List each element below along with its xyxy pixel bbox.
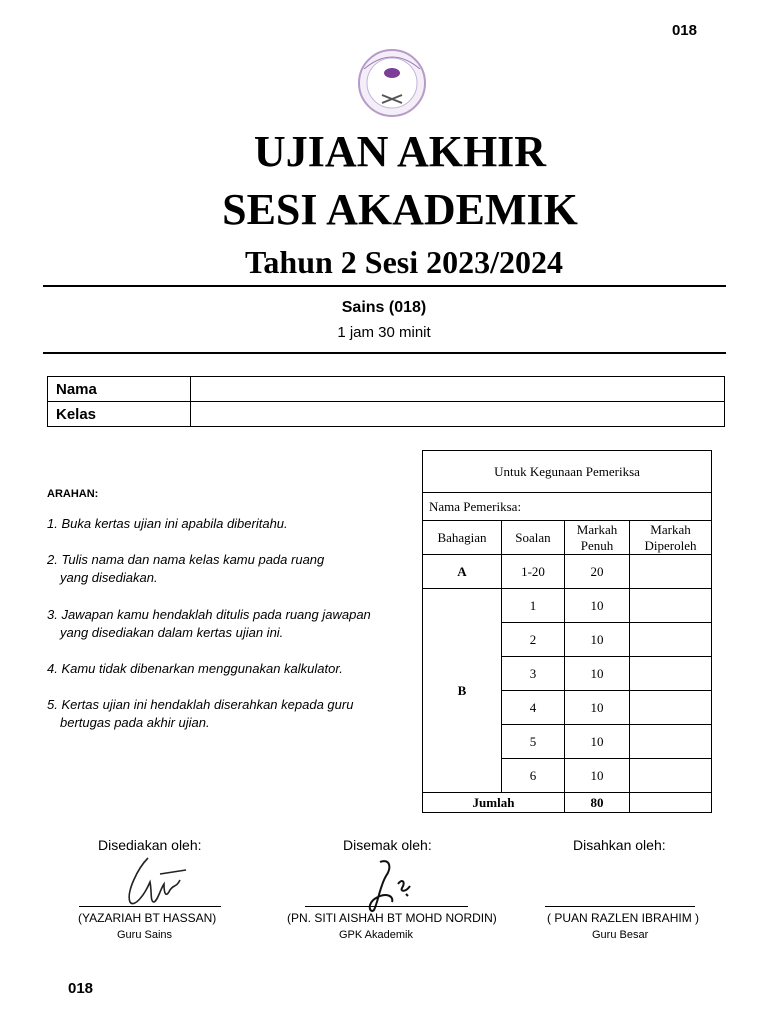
exam-year-session: Tahun 2 Sesi 2023/2024 xyxy=(244,244,564,280)
full-marks-cell: 20 xyxy=(565,555,630,589)
instruction-item xyxy=(47,660,407,678)
signature-line xyxy=(79,906,221,907)
checked-by-heading: Disemak oleh: xyxy=(343,837,432,853)
subject-title: Sains (018) xyxy=(341,299,427,316)
name-field[interactable] xyxy=(191,377,725,402)
signature-line xyxy=(545,906,695,907)
total-row xyxy=(423,793,712,813)
class-field[interactable] xyxy=(191,402,725,427)
question-cell: 4 xyxy=(502,691,565,725)
header-full-marks: Markah Penuh xyxy=(565,521,630,555)
instruction-text: 1. Buka kertas ujian ini apabila diberitahu. xyxy=(47,516,288,531)
signature-yazariah-icon xyxy=(120,852,190,913)
exam-duration: 1 jam 30 minit xyxy=(337,324,431,341)
signatory-role: Guru Sains xyxy=(117,929,173,941)
total-label: Jumlah xyxy=(423,793,565,813)
signature-siti-aishah-icon xyxy=(362,858,418,919)
instruction-item xyxy=(47,515,407,533)
paper-code-top: 018 xyxy=(671,22,697,39)
obtained-marks-cell[interactable] xyxy=(630,623,712,657)
obtained-marks-cell[interactable] xyxy=(630,691,712,725)
class-label: Kelas xyxy=(48,402,191,427)
exam-session-title: SESI AKADEMIK xyxy=(222,185,578,234)
obtained-marks-cell[interactable] xyxy=(630,657,712,691)
paper-code-bottom: 018 xyxy=(68,980,94,997)
approved-by-heading: Disahkan oleh: xyxy=(573,837,666,853)
signatory-name: (YAZARIAH BT HASSAN) xyxy=(78,911,217,925)
section-b-label: B xyxy=(423,589,502,793)
question-cell: 1-20 xyxy=(502,555,565,589)
instruction-text: yang disediakan dalam kertas ujian ini. xyxy=(60,625,284,640)
instruction-text: bertugas pada akhir ujian. xyxy=(60,715,210,730)
question-cell: 6 xyxy=(502,759,565,793)
instruction-text: 4. Kamu tidak dibenarkan menggunakan kalkulator. xyxy=(47,661,343,676)
full-marks-cell: 10 xyxy=(565,657,630,691)
question-cell: 2 xyxy=(502,623,565,657)
divider-bottom xyxy=(43,352,726,354)
table-row xyxy=(423,589,712,623)
table-row xyxy=(423,555,712,589)
instruction-text: 2. Tulis nama dan nama kelas kamu pada ruang xyxy=(47,552,325,567)
full-marks-cell: 10 xyxy=(565,759,630,793)
divider-top xyxy=(43,285,726,287)
full-marks-cell: 10 xyxy=(565,589,630,623)
instruction-item xyxy=(47,551,407,587)
signature-line xyxy=(305,906,468,907)
signatory-name: ( PUAN RAZLEN IBRAHIM ) xyxy=(547,911,700,925)
instruction-text: 3. Jawapan kamu hendaklah ditulis pada ruang jawapan xyxy=(47,607,371,622)
obtained-marks-cell[interactable] xyxy=(630,725,712,759)
total-marks: 80 xyxy=(565,793,630,813)
total-obtained-cell[interactable] xyxy=(630,793,712,813)
header-question: Soalan xyxy=(502,521,565,555)
examiner-name-label: Nama Pemeriksa: xyxy=(423,493,712,521)
examiner-table-title: Untuk Kegunaan Pemeriksa xyxy=(423,451,712,493)
section-a-label: A xyxy=(423,555,502,589)
instructions-title: ARAHAN: xyxy=(47,488,99,500)
instruction-text: yang disediakan. xyxy=(60,570,158,585)
header-obtained-marks: Markah Diperoleh xyxy=(630,521,712,555)
obtained-marks-cell[interactable] xyxy=(630,555,712,589)
instruction-item xyxy=(47,696,407,732)
full-marks-cell: 10 xyxy=(565,691,630,725)
obtained-marks-cell[interactable] xyxy=(630,589,712,623)
exam-title: UJIAN AKHIR xyxy=(253,127,547,176)
obtained-marks-cell[interactable] xyxy=(630,759,712,793)
question-cell: 3 xyxy=(502,657,565,691)
instruction-text: 5. Kertas ujian ini hendaklah diserahkan kepada guru xyxy=(47,697,354,712)
instruction-item xyxy=(47,606,407,642)
full-marks-cell: 10 xyxy=(565,725,630,759)
full-marks-cell: 10 xyxy=(565,623,630,657)
header-section: Bahagian xyxy=(423,521,502,555)
question-cell: 1 xyxy=(502,589,565,623)
signatory-role: GPK Akademik xyxy=(339,929,413,941)
name-label: Nama xyxy=(48,377,191,402)
signatory-role: Guru Besar xyxy=(592,929,649,941)
school-crest-logo-icon xyxy=(352,47,432,119)
examiner-marks-table xyxy=(422,450,712,813)
prepared-by-heading: Disediakan oleh: xyxy=(98,837,202,853)
signatory-name: (PN. SITI AISHAH BT MOHD NORDIN) xyxy=(287,911,497,925)
question-cell: 5 xyxy=(502,725,565,759)
student-info-table xyxy=(47,376,725,427)
